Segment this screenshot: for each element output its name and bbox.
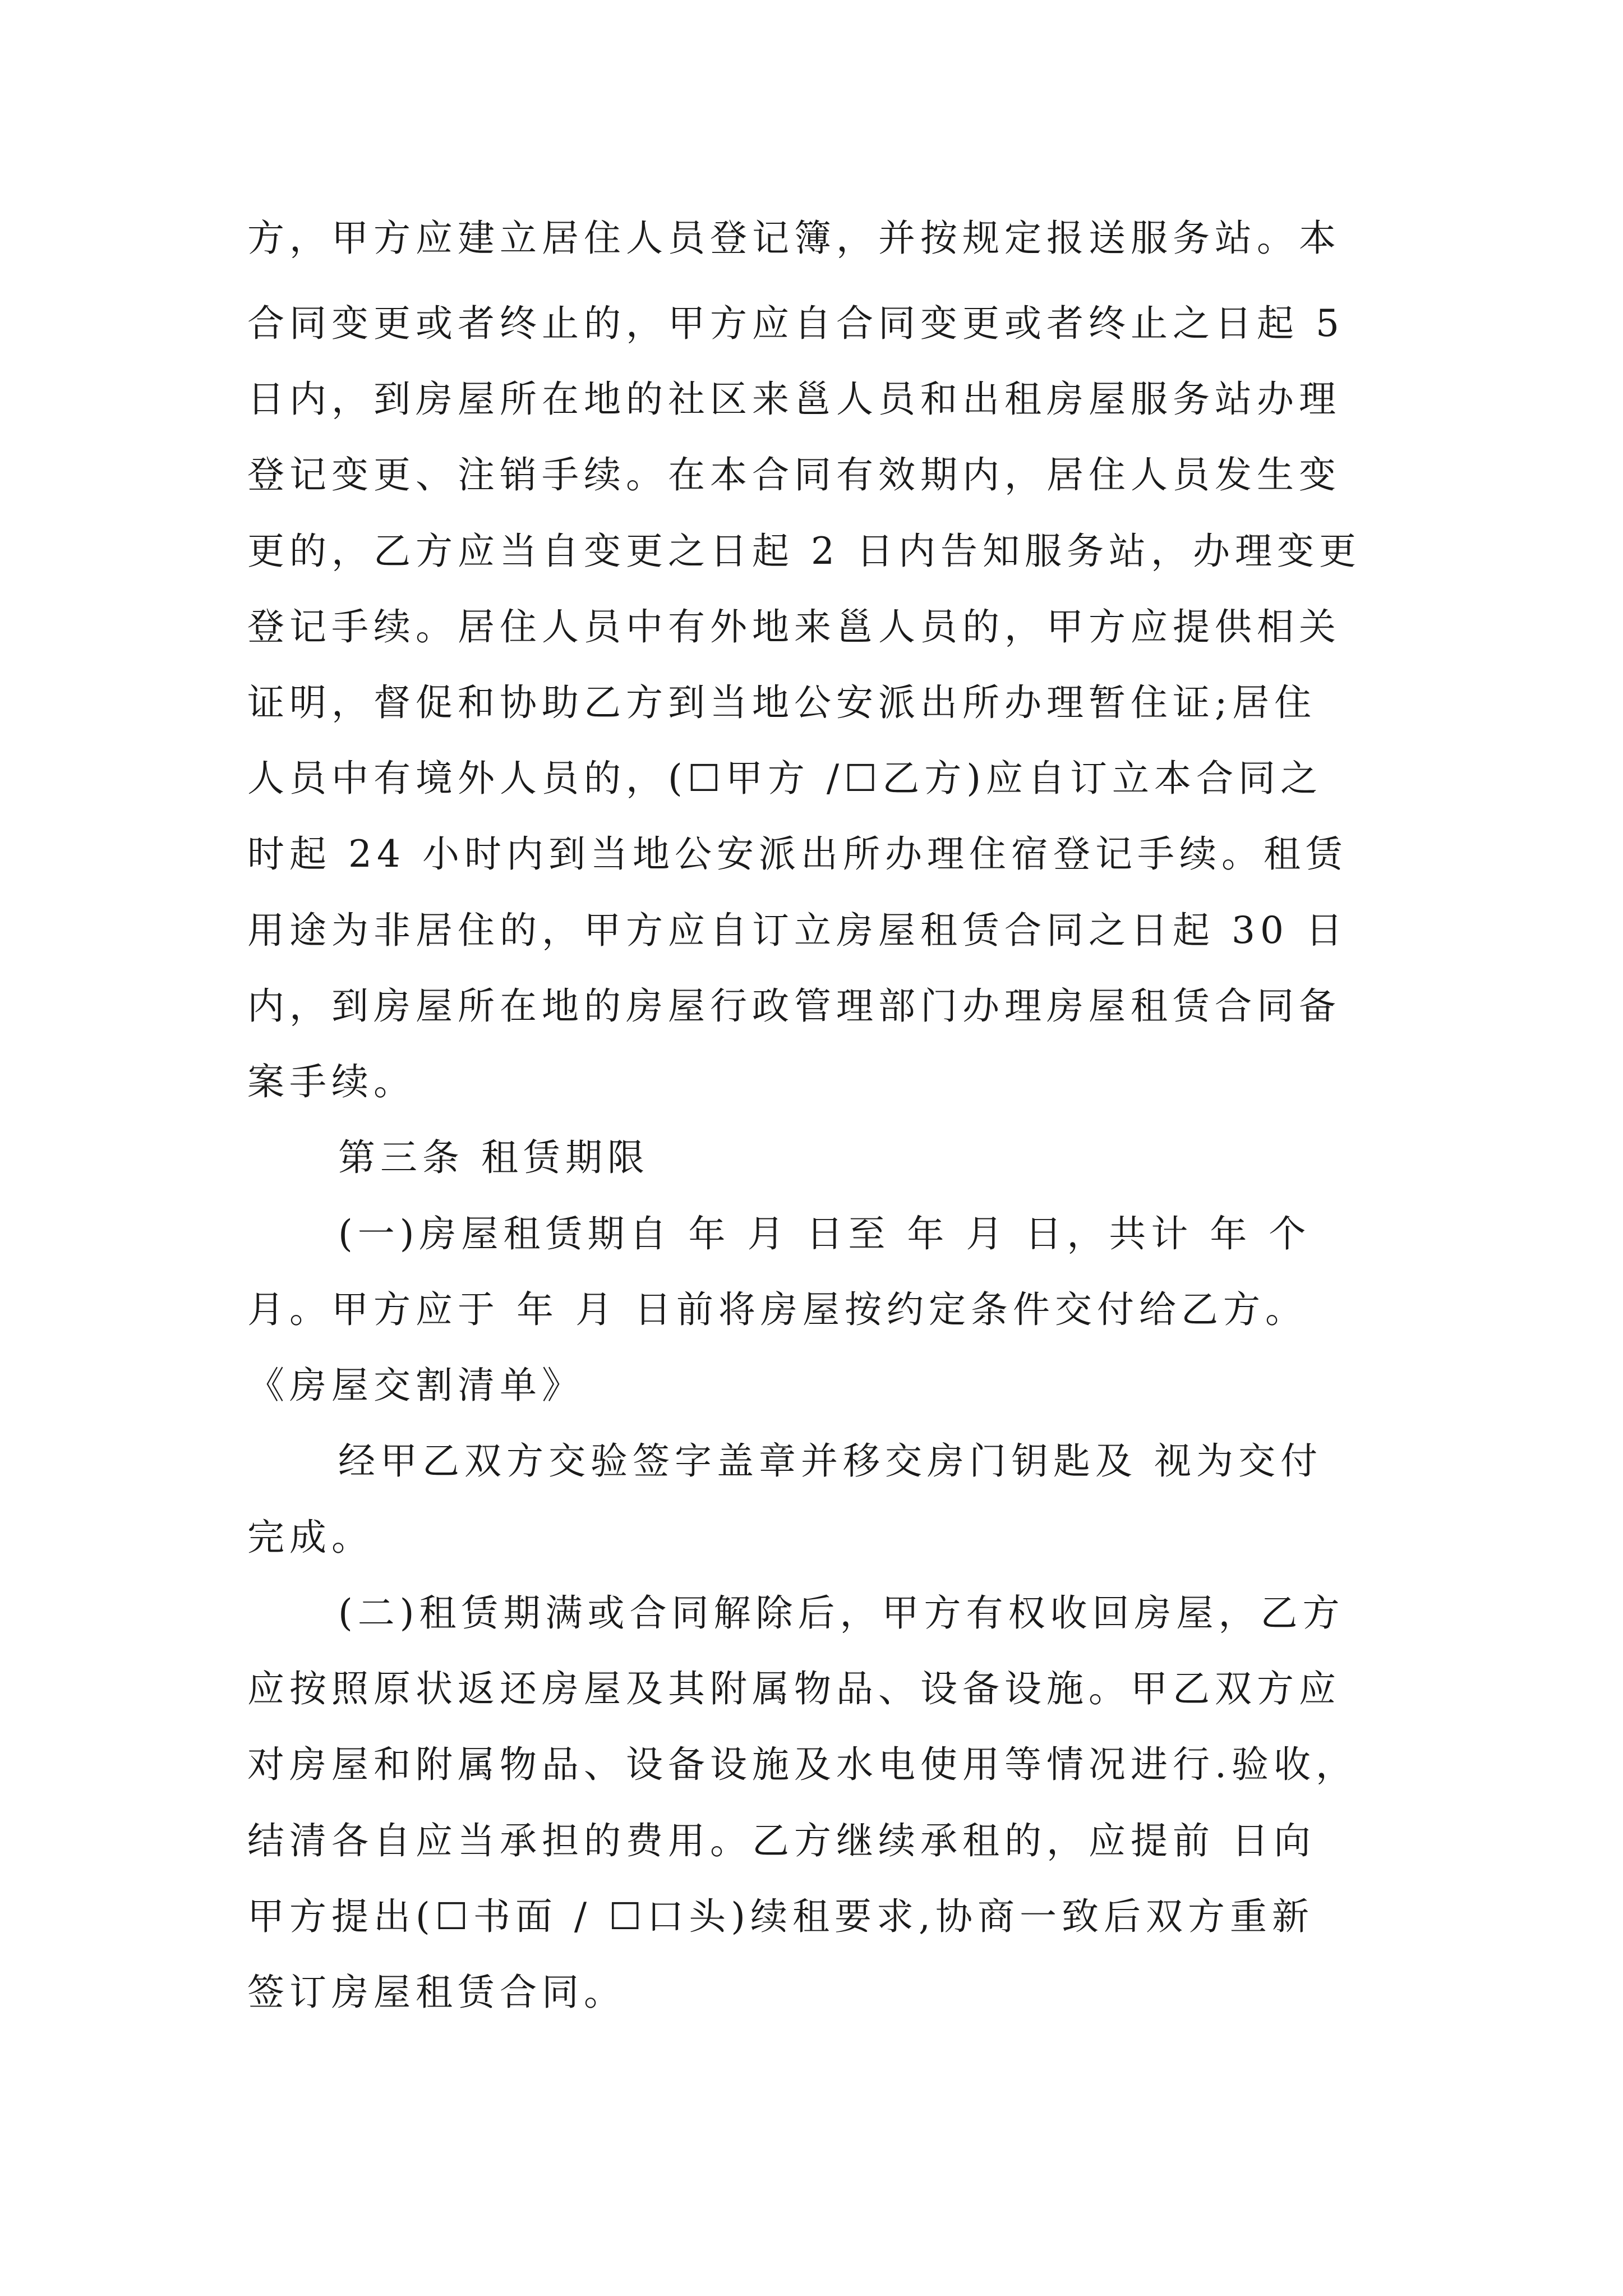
text-line: 对房屋和附属物品、设备设施及水电使用等情况进行.验收， xyxy=(247,1743,1358,1786)
text-line: 时起 24 小时内到当地公安派出所办理住宿登记手续。租赁 xyxy=(247,832,1348,876)
text-line: 结清各自应当承担的费用。乙方继续承租的，应提前 日向 xyxy=(247,1819,1316,1862)
text-line: 案手续。 xyxy=(247,1060,416,1103)
text-line: (二)租赁期满或合同解除后，甲方有权收回房屋，乙方 xyxy=(338,1591,1345,1635)
text-line: 方，甲方应建立居住人员登记簿，并按规定报送服务站。本 xyxy=(247,217,1341,260)
text-line: 登记变更、注销手续。在本合同有效期内，居住人员发生变 xyxy=(247,453,1341,496)
text-line: 用途为非居住的，甲方应自订立房屋租赁合同之日起 30 日 xyxy=(247,909,1348,952)
text-line: 内，到房屋所在地的房屋行政管理部门办理房屋租赁合同备 xyxy=(247,984,1341,1028)
text-line: 《房屋交割清单》 xyxy=(247,1364,584,1407)
text-line: 证明，督促和协助乙方到当地公安派出所办理暂住证;居住 xyxy=(247,681,1317,724)
text-line: 登记手续。居住人员中有外地来邕人员的，甲方应提供相关 xyxy=(247,605,1341,648)
text-line: 签订房屋租赁合同。 xyxy=(247,1971,626,2014)
text-line: 月。甲方应于 年 月 日前将房屋按约定条件交付给乙方。 xyxy=(247,1288,1307,1331)
text-line: 人员中有境外人员的，(☐甲方 /☐乙方)应自订立本合同之 xyxy=(247,757,1323,800)
text-line: 甲方提出(☐书面 / ☐口头)续租要求,协商一致后双方重新 xyxy=(247,1895,1315,1938)
text-line: 合同变更或者终止的，甲方应自合同变更或者终止之日起 5 xyxy=(247,302,1344,345)
text-line: (一)房屋租赁期自 年 月 日至 年 月 日，共计 年 个 xyxy=(338,1212,1311,1255)
text-line: 日内，到房屋所在地的社区来邕人员和出租房屋服务站办理 xyxy=(247,378,1341,421)
text-line: 应按照原状返还房屋及其附属物品、设备设施。甲乙双方应 xyxy=(247,1667,1341,1710)
section-heading: 第三条 租赁期限 xyxy=(338,1136,649,1179)
text-line: 完成。 xyxy=(247,1516,374,1559)
text-line: 经甲乙双方交验签字盖章并移交房门钥匙及 视为交付 xyxy=(338,1439,1322,1483)
text-line: 更的，乙方应当自变更之日起 2 日内告知服务站，办理变更 xyxy=(247,530,1361,573)
